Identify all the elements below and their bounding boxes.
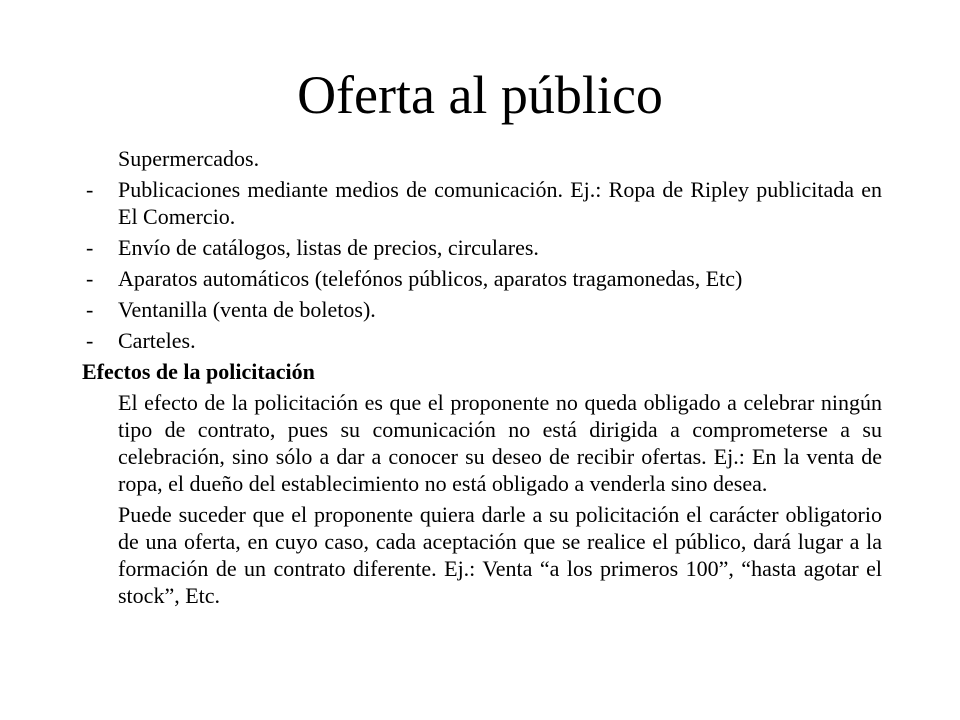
list-item bbox=[82, 265, 882, 292]
list-item bbox=[82, 234, 882, 261]
bullet-marker: - bbox=[86, 266, 94, 291]
list-item-text: Publicaciones mediante medios de comunicación. Ej.: Ropa de Ripley publicitada en El Comercio. bbox=[118, 177, 882, 229]
list-item bbox=[82, 327, 882, 354]
examples-list bbox=[82, 176, 882, 354]
list-item-text: Aparatos automáticos (telefónos públicos, aparatos tragamonedas, Etc) bbox=[118, 266, 743, 291]
list-item-text: Ventanilla (venta de boletos). bbox=[118, 297, 376, 322]
list-item bbox=[82, 176, 882, 230]
slide-body bbox=[82, 145, 882, 613]
intro-text: Supermercados. bbox=[118, 146, 260, 171]
slide-title: Oferta al público bbox=[297, 65, 663, 125]
body-paragraph: El efecto de la policitación es que el proponente no queda obligado a celebrar ningún tipo de contrato, pues su comunicación no está dirigida a comprometerse a su celebración, sino sólo a dar a conocer su deseo de recibir ofertas. Ej.: En la venta de ropa, el dueño del establecimiento no está obligado a venderla sino desea. bbox=[118, 390, 882, 496]
bullet-marker: - bbox=[86, 235, 94, 260]
section-heading: Efectos de la policitación bbox=[82, 359, 315, 384]
bullet-marker: - bbox=[86, 177, 94, 202]
bullet-marker: - bbox=[86, 297, 94, 322]
list-item bbox=[82, 296, 882, 323]
list-item-text: Envío de catálogos, listas de precios, circulares. bbox=[118, 235, 539, 260]
bullet-marker: - bbox=[86, 328, 94, 353]
list-item-text: Carteles. bbox=[118, 328, 196, 353]
body-paragraph: Puede suceder que el proponente quiera darle a su policitación el carácter obligatorio de una oferta, en cuyo caso, cada aceptación que se realice el público, dará lugar a la formación de un contrato diferente. Ej.: Venta “a los primeros 100”, “hasta agotar el stock”, Etc. bbox=[118, 502, 882, 608]
